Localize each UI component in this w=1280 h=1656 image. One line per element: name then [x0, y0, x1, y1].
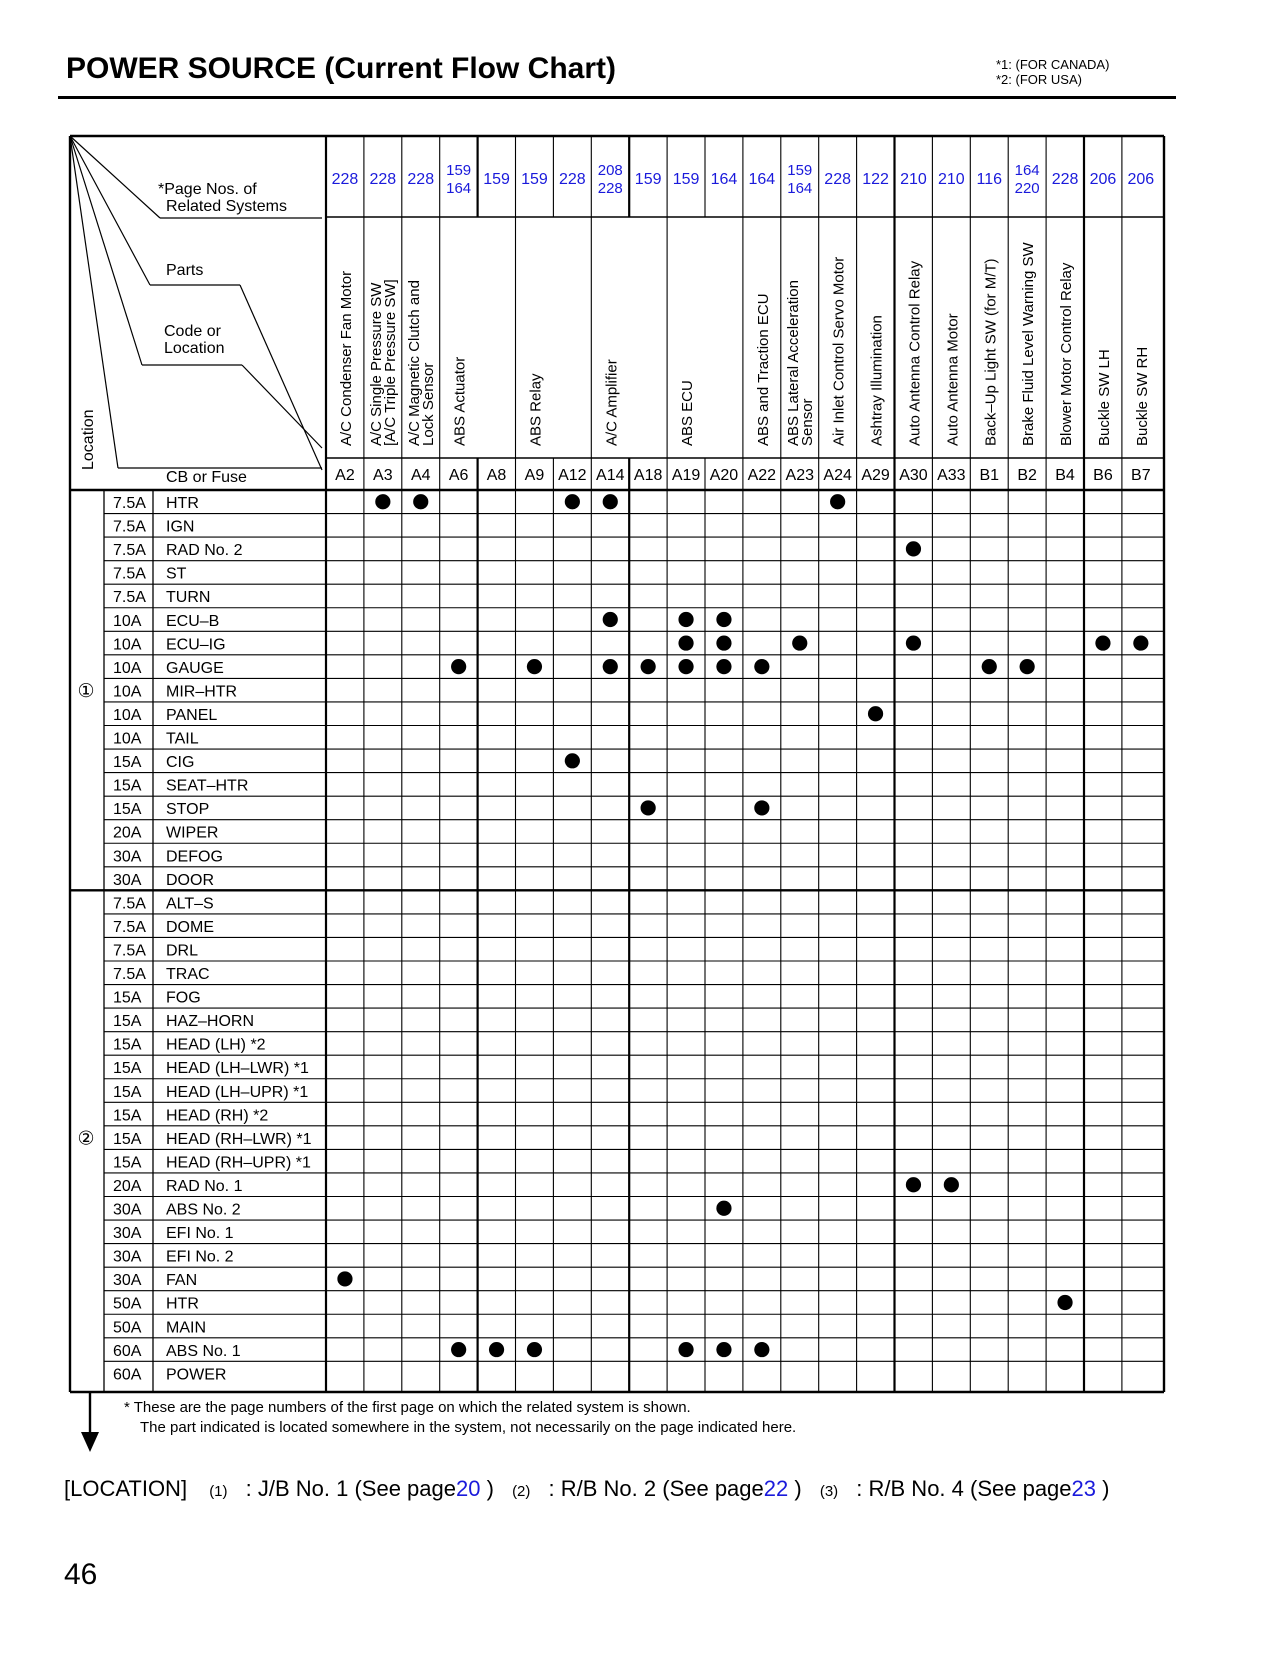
connector-code: A33 — [937, 467, 966, 484]
page-number-ref: 159 — [521, 171, 548, 188]
fuse-amperage: 15A — [113, 1083, 142, 1101]
page-number-ref: 228 — [1051, 171, 1079, 188]
fuse-amperage: 30A — [113, 1248, 142, 1266]
location-legend — [64, 1476, 1109, 1502]
fuse-amperage: 30A — [113, 1272, 142, 1290]
connection-dot — [830, 494, 845, 509]
group-label-2: ② — [77, 1128, 95, 1150]
connection-dot — [603, 494, 618, 509]
connection-dot — [565, 494, 580, 509]
connection-dot — [754, 659, 769, 674]
legend-related: Related Systems — [166, 198, 287, 215]
page-number-ref: 228 — [597, 180, 623, 197]
legend-leader — [242, 365, 322, 448]
footnote-line-1: * These are the page numbers of the first page on which the related system is shown. — [124, 1399, 691, 1416]
fuse-name: HEAD (LH–LWR) *1 — [166, 1060, 309, 1078]
connection-dot — [678, 659, 693, 674]
connection-dot — [906, 635, 921, 650]
connector-code: A29 — [861, 467, 890, 484]
page-number-ref: 228 — [407, 171, 435, 188]
fuse-amperage: 7.5A — [113, 518, 146, 536]
fuse-name: ST — [166, 565, 187, 583]
connection-dot — [641, 800, 656, 815]
connector-code: A30 — [899, 467, 928, 484]
fuse-name: DEFOG — [166, 848, 223, 866]
fuse-name: IGN — [166, 518, 195, 536]
location-arrow-head — [81, 1432, 99, 1452]
page-number-ref: 206 — [1127, 171, 1155, 188]
fuse-name: SEAT–HTR — [166, 777, 249, 795]
connector-code: A24 — [823, 467, 852, 484]
fuse-name: DOOR — [166, 871, 214, 889]
page-number-ref: 159 — [787, 162, 813, 179]
connection-dot — [451, 659, 466, 674]
connector-code: A2 — [335, 467, 355, 484]
connector-code: A20 — [709, 467, 739, 484]
fuse-amperage: 7.5A — [113, 495, 146, 512]
part-name: Auto Antenna Motor — [944, 313, 962, 446]
part-name: Buckle SW RH — [1133, 346, 1151, 446]
legend-leader — [240, 285, 322, 470]
fuse-amperage: 10A — [113, 612, 142, 630]
fuse-name: ECU–IG — [166, 636, 226, 654]
connector-code: A23 — [785, 467, 814, 484]
connection-dot — [641, 659, 656, 674]
part-name: ABS ECU — [679, 380, 697, 446]
fuse-amperage: 60A — [113, 1342, 142, 1360]
fuse-amperage: 50A — [113, 1319, 142, 1337]
fuse-name: RAD No. 2 — [166, 542, 243, 560]
connector-code: A14 — [596, 467, 625, 484]
connector-code: B2 — [1017, 467, 1037, 484]
connection-dot — [678, 1342, 693, 1357]
legend-cb-fuse: CB or Fuse — [166, 469, 247, 486]
fuse-amperage: 10A — [113, 683, 142, 701]
connection-dot — [565, 753, 580, 768]
connector-code: B6 — [1093, 467, 1113, 484]
fuse-name: FAN — [166, 1272, 198, 1290]
location-index-3: (3) — [819, 1483, 839, 1500]
fuse-amperage: 7.5A — [113, 542, 146, 560]
connection-dot — [716, 1201, 731, 1216]
part-name: Air Inlet Control Servo Motor — [830, 256, 848, 446]
location-close-1: ) — [486, 1476, 494, 1501]
connector-code: B7 — [1131, 467, 1151, 484]
fuse-name: ABS No. 1 — [166, 1342, 241, 1360]
footnote-line-2: The part indicated is located somewhere in the system, not necessarily on the page indicated here. — [140, 1419, 797, 1436]
connection-dot — [1057, 1295, 1072, 1310]
connector-code: A3 — [373, 467, 393, 484]
page-number-ref: 164 — [748, 171, 776, 188]
fuse-amperage: 10A — [113, 636, 142, 654]
fuse-amperage: 15A — [113, 754, 142, 772]
page-number-ref: 210 — [900, 171, 927, 188]
part-name: A/C Magnetic Clutch and — [405, 280, 423, 446]
page-number-ref: 228 — [824, 171, 852, 188]
fuse-amperage: 7.5A — [113, 589, 146, 607]
fuse-name: EFI No. 1 — [166, 1225, 234, 1243]
location-index-2: (2) — [512, 1483, 531, 1500]
page-title: POWER SOURCE (Current Flow Chart) — [66, 52, 617, 85]
part-name: [A/C Triple Pressure SW] — [381, 279, 399, 446]
page-number-ref: 228 — [558, 171, 586, 188]
fuse-amperage: 20A — [113, 1177, 142, 1195]
connector-code: A12 — [558, 467, 587, 484]
fuse-amperage: 15A — [113, 1107, 142, 1125]
connection-dot — [868, 706, 883, 721]
fuse-amperage: 10A — [113, 706, 142, 724]
group-label-1: ① — [77, 681, 95, 703]
part-name: Lock Sensor — [419, 362, 437, 446]
connection-dot — [1020, 659, 1035, 674]
fuse-name: HEAD (RH) *2 — [166, 1107, 269, 1125]
fuse-name: DRL — [166, 942, 199, 960]
part-name: A/C Condenser Fan Motor — [337, 270, 355, 446]
legend-page-nos: *Page Nos. of — [158, 181, 257, 198]
fuse-amperage: 15A — [113, 801, 142, 819]
connection-dot — [1133, 635, 1148, 650]
page-number-ref: 210 — [937, 171, 965, 188]
location-page-link-2[interactable]: 22 — [763, 1476, 789, 1501]
page-number: 46 — [64, 1558, 98, 1591]
part-name: Buckle SW LH — [1095, 349, 1113, 446]
fuse-name: HTR — [166, 1295, 199, 1313]
fuse-name: GAUGE — [166, 659, 224, 677]
fuse-name: DOME — [166, 918, 214, 936]
fuse-name: HAZ–HORN — [166, 1013, 255, 1031]
fuse-name: HEAD (LH) *2 — [166, 1036, 266, 1054]
fuse-amperage: 30A — [113, 1201, 142, 1219]
connector-code: A6 — [448, 467, 469, 484]
legend-location: Location — [164, 340, 225, 357]
part-name: Auto Antenna Control Relay — [906, 260, 924, 446]
location-index-1: (1) — [209, 1483, 228, 1500]
location-close-3: ) — [1102, 1476, 1110, 1501]
part-name: ABS Lateral Acceleration — [784, 280, 802, 446]
part-name: ABS and Traction ECU — [754, 293, 772, 446]
connection-dot — [944, 1177, 959, 1192]
note-canada: *1: (FOR CANADA) — [996, 57, 1110, 72]
page-number-ref: 159 — [634, 171, 662, 188]
part-name: Ashtray Illumination — [868, 315, 886, 446]
connection-dot — [754, 1342, 769, 1357]
fuse-name: CIG — [166, 754, 195, 772]
fuse-name: TURN — [166, 589, 211, 607]
connection-dot — [1095, 635, 1110, 650]
part-name: ABS Relay — [527, 373, 545, 446]
fuse-name: PANEL — [166, 706, 218, 724]
connection-dot — [716, 635, 731, 650]
fuse-amperage: 20A — [113, 824, 142, 842]
page-number-ref: 206 — [1089, 171, 1117, 188]
legend-code: Code or — [164, 323, 221, 340]
fuse-amperage: 30A — [113, 871, 142, 889]
fuse-name: MIR–HTR — [166, 683, 238, 701]
page-number-ref: 228 — [331, 171, 359, 188]
connector-code: B1 — [979, 467, 1000, 484]
fuse-amperage: 15A — [113, 1130, 142, 1148]
fuse-name: HEAD (LH–UPR) *1 — [166, 1083, 309, 1101]
fuse-name: TRAC — [166, 966, 210, 983]
location-page-link-3[interactable]: 23 — [1071, 1476, 1097, 1501]
fuse-name: STOP — [166, 801, 210, 819]
connection-dot — [716, 1342, 731, 1357]
page-number-ref: 164 — [710, 171, 738, 188]
connection-dot — [603, 612, 618, 627]
fuse-name: RAD No. 1 — [166, 1177, 243, 1195]
connection-dot — [375, 494, 390, 509]
legend-parts: Parts — [166, 262, 204, 279]
page-number-ref: 159 — [672, 171, 700, 188]
fuse-name: EFI No. 2 — [166, 1248, 234, 1266]
page-number-ref: 159 — [483, 171, 510, 188]
connection-dot — [527, 1342, 542, 1357]
fuse-amperage: 7.5A — [113, 966, 146, 983]
connector-code: A8 — [486, 467, 507, 484]
fuse-name: FOG — [166, 989, 201, 1007]
connection-dot — [678, 612, 693, 627]
connection-dot — [716, 659, 731, 674]
part-name: Blower Motor Control Relay — [1058, 262, 1076, 446]
connection-dot — [792, 635, 807, 650]
connection-dot — [527, 659, 542, 674]
part-name: Back–Up Light SW (for M/T) — [982, 258, 1000, 446]
connection-dot — [413, 494, 428, 509]
fuse-amperage: 15A — [113, 777, 142, 795]
connection-dot — [603, 659, 618, 674]
fuse-amperage: 60A — [113, 1366, 142, 1384]
location-label: [LOCATION] — [64, 1476, 188, 1501]
fuse-amperage: 7.5A — [113, 565, 146, 583]
connection-dot — [678, 635, 693, 650]
page-number-ref: 164 — [1014, 162, 1040, 179]
fuse-name: WIPER — [166, 824, 219, 842]
fuse-name: HTR — [166, 495, 199, 512]
fuse-amperage: 7.5A — [113, 942, 146, 960]
fuse-name: ABS No. 2 — [166, 1201, 241, 1219]
page-number-ref: 122 — [862, 171, 889, 188]
connector-code: A19 — [671, 467, 701, 484]
page-number-ref: 159 — [446, 162, 472, 179]
connection-dot — [754, 800, 769, 815]
fuse-name: MAIN — [166, 1319, 206, 1337]
connection-dot — [716, 612, 731, 627]
part-name: ABS Actuator — [451, 356, 469, 446]
note-usa: *2: (FOR USA) — [996, 72, 1082, 87]
fuse-name: POWER — [166, 1366, 227, 1384]
connector-code: A18 — [633, 467, 663, 484]
connector-code: A4 — [410, 467, 431, 484]
fuse-amperage: 10A — [113, 730, 142, 748]
connector-code: A9 — [524, 467, 545, 484]
connector-code: B4 — [1055, 467, 1075, 484]
location-text-1: : J/B No. 1 (See page — [245, 1476, 456, 1501]
part-name: Brake Fluid Level Warning SW — [1020, 242, 1038, 446]
fuse-amperage: 50A — [113, 1295, 142, 1313]
fuse-name: ECU–B — [166, 612, 220, 630]
fuse-amperage: 15A — [113, 1036, 142, 1054]
fuse-name: HEAD (RH–LWR) *1 — [166, 1130, 312, 1148]
legend-location-vertical: Location — [80, 409, 97, 470]
connection-dot — [489, 1342, 504, 1357]
connection-dot — [906, 1177, 921, 1192]
fuse-amperage: 7.5A — [113, 918, 146, 936]
part-name: Sensor — [798, 398, 816, 446]
page-number-ref: 164 — [787, 180, 813, 197]
fuse-amperage: 15A — [113, 1154, 142, 1172]
location-close-2: ) — [794, 1476, 802, 1501]
location-page-link-1[interactable]: 20 — [456, 1476, 481, 1501]
fuse-amperage: 30A — [113, 1225, 142, 1243]
connector-code: A22 — [747, 467, 777, 484]
connection-dot — [337, 1271, 352, 1286]
page-number-ref: 228 — [369, 171, 397, 188]
page-number-ref: 208 — [597, 162, 623, 179]
location-text-3: : R/B No. 4 (See page — [856, 1476, 1072, 1501]
fuse-amperage: 15A — [113, 1013, 142, 1031]
page-number-ref: 116 — [976, 171, 1003, 188]
fuse-amperage: 10A — [113, 659, 142, 677]
fuse-name: HEAD (RH–UPR) *1 — [166, 1154, 311, 1172]
page-number-ref: 164 — [446, 180, 472, 197]
fuse-name: ALT–S — [166, 895, 214, 913]
part-name: A/C Amplifier — [603, 359, 621, 446]
location-text-2: : R/B No. 2 (See page — [548, 1476, 764, 1501]
part-name: A/C Single Pressure SW — [367, 282, 385, 446]
connection-dot — [451, 1342, 466, 1357]
fuse-amperage: 15A — [113, 989, 142, 1007]
fuse-amperage: 15A — [113, 1060, 142, 1078]
connection-dot — [982, 659, 997, 674]
fuse-amperage: 7.5A — [113, 895, 146, 913]
fuse-name: TAIL — [166, 730, 199, 748]
connection-dot — [906, 541, 921, 556]
fuse-amperage: 30A — [113, 848, 142, 866]
page-number-ref: 220 — [1014, 180, 1040, 197]
